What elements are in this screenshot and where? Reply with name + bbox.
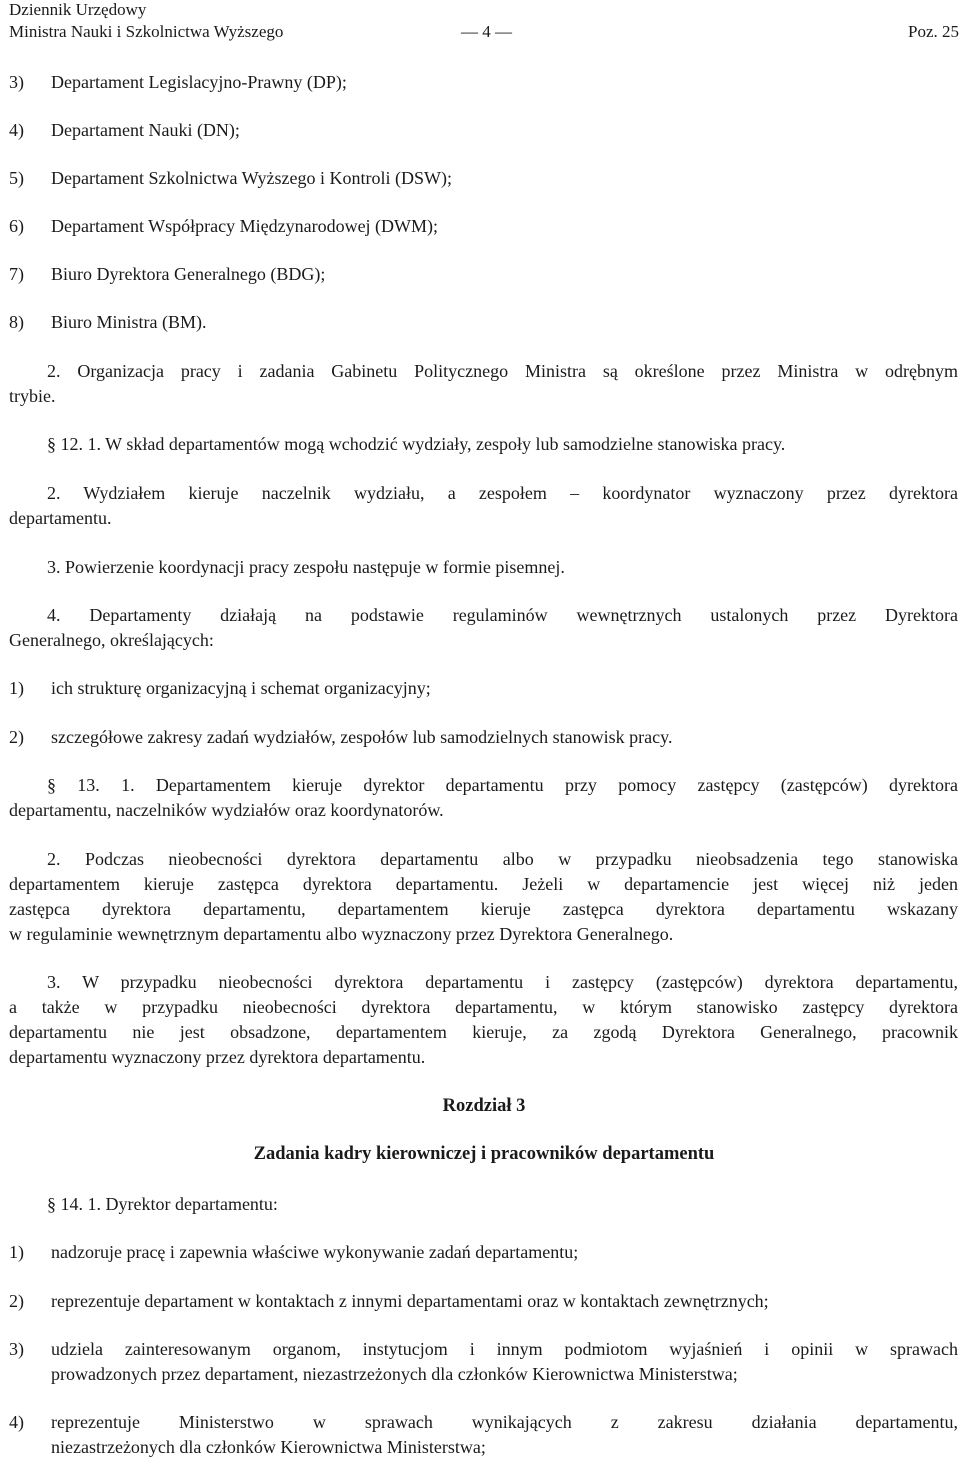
position-number: Poz. 25 [908, 22, 959, 41]
list-item: 7) Biuro Dyrektora Generalnego (BDG); [9, 264, 326, 284]
paragraph-line: § 13. 1. Departamentem kieruje dyrektor departamentu przy pomocy zastępcy (zastępców) dyrektora [47, 775, 958, 795]
list-item: 8) Biuro Ministra (BM). [9, 312, 207, 332]
paragraph-line: 2. Podczas nieobecności dyrektora departamentu albo w przypadku nieobsadzenia tego stanowiska [47, 849, 958, 869]
journal-title: Dziennik Urzędowy [9, 0, 147, 19]
ministry-name: Ministra Nauki i Szkolnictwa Wyższego [9, 22, 284, 41]
chapter-subtitle: Zadania kadry kierowniczej i pracowników departamentu [253, 1144, 715, 1164]
page-number: — 4 — [461, 22, 512, 41]
chapter-title: Rozdział 3 [442, 1096, 526, 1116]
list-item: 5) Departament Szkolnictwa Wyższego i Kontroli (DSW); [9, 168, 452, 188]
list-item-line: niezastrzeżonych dla członków Kierownictwa Ministerstwa; [51, 1437, 486, 1457]
paragraph-line: 2. Wydziałem kieruje naczelnik wydziału, a zespołem – koordynator wyznaczony przez dyrektora [47, 483, 958, 503]
list-item-line: prowadzonych przez departament, niezastrzeżonych dla członków Kierownictwa Ministerstwa; [51, 1364, 738, 1384]
list-item: 3) Departament Legislacyjno-Prawny (DP); [9, 72, 347, 92]
paragraph-line: departamentu nie jest obsadzone, departamentem kieruje, za zgodą Dyrektora Generalnego, pracownik [9, 1022, 958, 1042]
list-item: 1) ich strukturę organizacyjną i schemat organizacyjny; [9, 678, 431, 698]
paragraph-line: trybie. [9, 386, 56, 406]
section-14-intro: § 14. 1. Dyrektor departamentu: [47, 1194, 278, 1214]
list-item: 6) Departament Współpracy Międzynarodowej (DWM); [9, 216, 439, 236]
paragraph-line: zastępca dyrektora departamentu, departamentem kieruje zastępca dyrektora departamentu wskazany [9, 899, 958, 919]
list-item: 4) Departament Nauki (DN); [9, 120, 240, 140]
list-item: 1) nadzoruje pracę i zapewnia właściwe wykonywanie zadań departamentu; [9, 1242, 579, 1262]
list-item: 2) reprezentuje departament w kontaktach z innymi departamentami oraz w kontaktach zewnętrznych; [9, 1291, 769, 1311]
paragraph-line: departamentu, naczelników wydziałów oraz koordynatorów. [9, 800, 444, 820]
paragraph-line: departamentem kieruje zastępca dyrektora departamentu. Jeżeli w departamencie jest więcej niż jeden [9, 874, 958, 894]
section-12-para-1: § 12. 1. W skład departamentów mogą wchodzić wydziały, zespoły lub samodzielne stanowiska pracy. [47, 434, 786, 454]
paragraph-line: 4. Departamenty działają na podstawie regulaminów wewnętrznych ustalonych przez Dyrektora [47, 605, 958, 625]
paragraph-line: a także w przypadku nieobecności dyrektora departamentu, w którym stanowisko zastępcy dyrektora [9, 997, 958, 1017]
paragraph-line: 3. Powierzenie koordynacji pracy zespołu następuje w formie pisemnej. [47, 557, 565, 577]
paragraph-line: w regulaminie wewnętrznym departamentu albo wyznaczony przez Dyrektora Generalnego. [9, 924, 674, 944]
list-item: 2) szczegółowe zakresy zadań wydziałów, zespołów lub samodzielnych stanowisk pracy. [9, 727, 673, 747]
paragraph-line: Generalnego, określających: [9, 630, 214, 650]
paragraph-line: departamentu wyznaczony przez dyrektora departamentu. [9, 1047, 426, 1067]
page-header [9, 0, 959, 44]
list-item-line: udziela zainteresowanym organom, instytucjom i innym podmiotom wyjaśnień i opinii w sprawach [51, 1339, 958, 1359]
list-item-line: reprezentuje Ministerstwo w sprawach wynikających z zakresu działania departamentu, [51, 1412, 958, 1432]
paragraph-line: departamentu. [9, 508, 112, 528]
paragraph-line: 2. Organizacja pracy i zadania Gabinetu Politycznego Ministra są określone przez Ministra w odrębnym [47, 361, 958, 381]
paragraph-line: 3. W przypadku nieobecności dyrektora departamentu i zastępcy (zastępców) dyrektora departamentu, [47, 972, 958, 992]
list-item-number: 3) [9, 1339, 24, 1359]
list-item-number: 4) [9, 1412, 24, 1432]
